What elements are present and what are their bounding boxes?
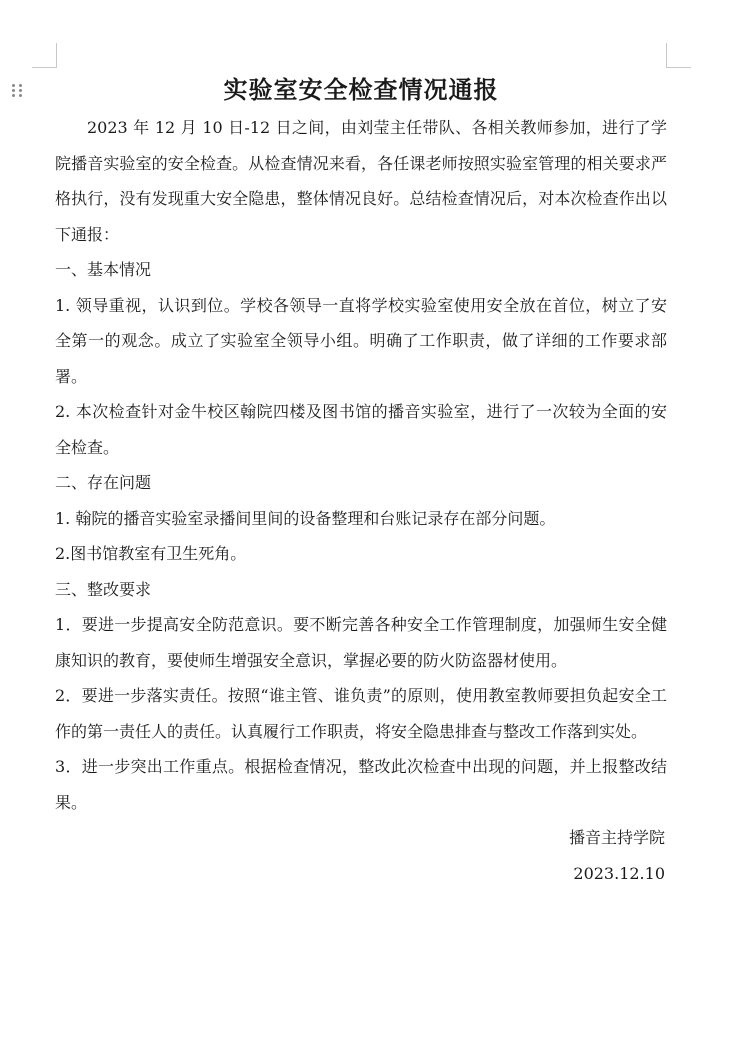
crop-mark-top-right (666, 43, 691, 68)
drag-handle-icon[interactable] (12, 84, 24, 98)
document-page (55, 70, 667, 891)
section-heading-problems: 二、存在问题 (55, 473, 152, 492)
problems-item-2: 2.图书馆教室有卫生死角。 (55, 544, 247, 563)
document-date: 2023.12.10 (573, 863, 665, 883)
section-heading-basic-situation: 一、基本情况 (55, 260, 152, 279)
basic-situation-item-1: 1. 领导重视，认识到位。学校各领导一直将学校实验室使用安全放在首位，树立了安全第一的观念。成立了实验室全领导小组。明确了工作职责，做了详细的工作要求部署。 (55, 295, 667, 386)
rectification-item-2: 2．要进一步落实责任。按照“谁主管、谁负责”的原则，使用教室教师要担负起安全工作的第一责任人的责任。认真履行工作职责，将安全隐患排查与整改工作落到实处。 (55, 686, 667, 741)
problems-item-1: 1. 翰院的播音实验室录播间里间的设备整理和台账记录存在部分问题。 (55, 508, 556, 528)
signature: 播音主持学院 (568, 828, 665, 847)
crop-mark-top-left (32, 43, 57, 68)
section-heading-rectification: 三、整改要求 (55, 579, 152, 599)
intro-paragraph: 2023 年 12 月 10 日-12 日之间，由刘莹主任带队、各相关教师参加，进行了学院播音实验室的安全检查。从检查情况来看，各任课老师按照实验室管理的相关要求严格执行，没有发现重大安全隐患，整体情况良好。总结检查情况后，对本次检查作出以下通报： (55, 118, 667, 244)
rectification-item-3: 3．进一步突出工作重点。根据检查情况，整改此次检查中出现的问题，并上报整改结果。 (55, 757, 667, 812)
document-title: 实验室安全检查情况通报 (223, 75, 499, 104)
rectification-item-1: 1．要进一步提高安全防范意识。要不断完善各种安全工作管理制度，加强师生安全健康知识的教育，要使师生增强安全意识，掌握必要的防火防盗器材使用。 (55, 615, 667, 670)
basic-situation-item-2: 2. 本次检查针对金牛校区翰院四楼及图书馆的播音实验室，进行了一次较为全面的安全检查。 (55, 402, 667, 457)
